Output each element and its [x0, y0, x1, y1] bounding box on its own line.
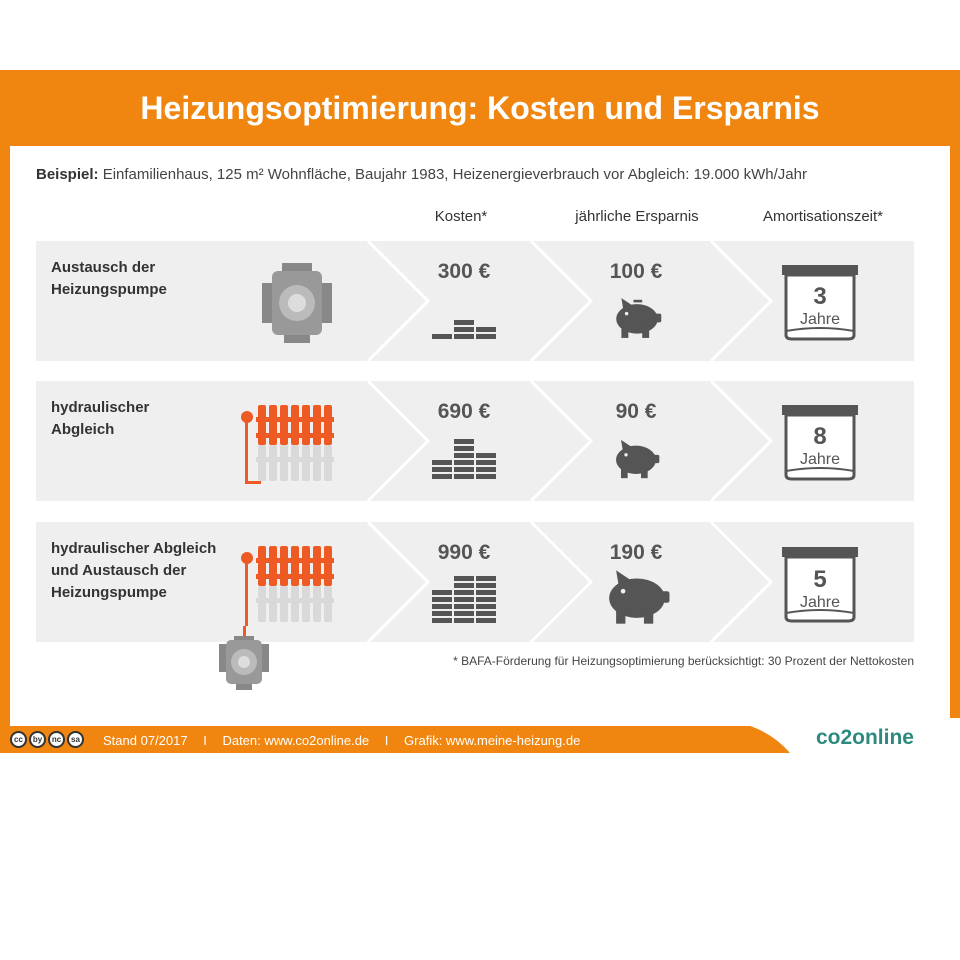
column-header-cost: Kosten*: [434, 208, 488, 225]
row-label-line: hydraulischer: [51, 399, 150, 416]
row-label-balancing: [51, 397, 149, 441]
radiator-icon: [240, 403, 340, 485]
piggy-bank-icon: [611, 296, 663, 340]
cost-value: 300 €: [437, 260, 491, 283]
example-description: [36, 166, 807, 183]
payback-unit: Jahre: [799, 594, 841, 611]
footer-graphic-source: Grafik: www.meine-heizung.de: [404, 733, 581, 748]
brand-logo: co2online: [815, 726, 914, 749]
payback-years: 5: [813, 566, 827, 593]
row-label-pump: [51, 257, 167, 301]
savings-value: 90 €: [615, 400, 657, 423]
heating-pump-icon: [262, 263, 332, 343]
example-label: Beispiel:: [36, 166, 99, 183]
payback-years: 3: [813, 283, 827, 310]
row-label-line: Heizungspumpe: [51, 281, 167, 298]
payback-unit: Jahre: [799, 451, 841, 468]
cost-value: 990 €: [437, 541, 491, 564]
cc-by-icon: by: [29, 731, 46, 748]
footer-data-source: Daten: www.co2online.de: [222, 733, 370, 748]
cc-nc-icon: nc: [48, 731, 65, 748]
cost-value: 690 €: [437, 400, 491, 423]
savings-value: 190 €: [609, 541, 663, 564]
creative-commons-badge: [10, 731, 84, 748]
footnote: * BAFA-Förderung für Heizungsoptimierung berücksichtigt: 30 Prozent der Nettokosten: [453, 654, 914, 668]
row-label-combined: [51, 538, 216, 604]
coin-stack-icon: [432, 438, 498, 480]
footer-stand: Stand 07/2017: [103, 733, 188, 748]
savings-value: 100 €: [609, 260, 663, 283]
footer-separator: I: [384, 733, 389, 748]
column-header-savings: jährliche Ersparnis: [575, 208, 699, 225]
row-label-line: hydraulischer Abgleich: [51, 540, 217, 557]
coin-stack-icon: [432, 570, 498, 624]
piggy-bank-icon: [601, 568, 673, 626]
coin-stack-icon: [432, 318, 498, 340]
example-text: Einfamilienhaus, 125 m² Wohnfläche, Baujahr 1983, Heizenergieverbrauch vor Abgleich: 19.000 kWh/Jahr: [98, 166, 807, 183]
radiator-icon: [240, 544, 340, 626]
row-label-line: und Austausch der: [51, 562, 187, 579]
row-label-line: Austausch der: [51, 259, 156, 276]
payback-unit: Jahre: [799, 311, 841, 328]
footer-separator: I: [203, 733, 207, 748]
row-label-line: Abgleich: [51, 421, 115, 438]
page-title: Heizungsoptimierung: Kosten und Ersparnis: [140, 90, 820, 126]
column-header-payback: Amortisationszeit*: [762, 208, 884, 225]
payback-years: 8: [813, 423, 827, 450]
cc-icon: cc: [10, 731, 27, 748]
cc-sa-icon: sa: [67, 731, 84, 748]
row-label-line: Heizungspumpe: [51, 584, 167, 601]
piggy-bank-icon: [611, 438, 661, 480]
heating-pump-icon: [219, 626, 269, 690]
footer-credits: [103, 733, 586, 748]
